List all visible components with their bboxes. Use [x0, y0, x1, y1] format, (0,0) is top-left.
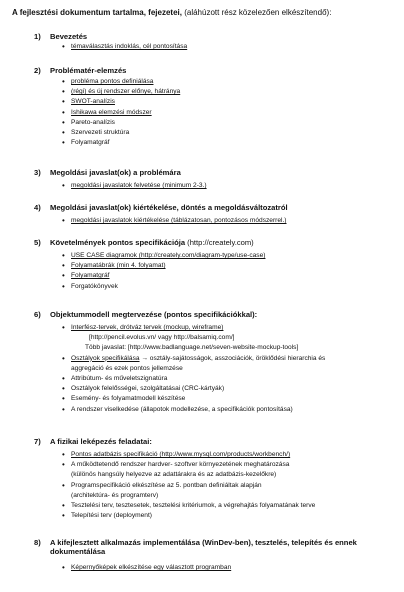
section-title: Követelmények pontos specifikációja [50, 238, 186, 247]
list-item: • Tesztelési terv, tesztesetek, tesztelési kritériumok, a végrehajtás folyamatának terve [62, 501, 315, 511]
section-8-heading [34, 538, 357, 557]
list-item-text: A működtetendő rendszer hardver- szoftver környezetének meghatározása [71, 461, 290, 469]
list-item: • megoldási javaslatok kiértékelése (táblázatosan, pontozásos módszerrel.) [62, 216, 287, 226]
section-7-heading [34, 437, 152, 446]
list-item: • USE CASE diagramok (http://creately.com/diagram-type/use-case) [62, 251, 265, 261]
list-item: • Forgatókönyvek [62, 282, 265, 292]
section-title: Problématér-elemzés [50, 66, 127, 75]
section-2-list [62, 77, 180, 148]
list-item: • Attribútum- és műveletszignatúra [62, 374, 325, 384]
document-heading: A fejlesztési dokumentum tartalma, fejezetei, (aláhúzott rész közelezően elkészítendő): [12, 8, 332, 17]
section-2-heading [34, 66, 126, 75]
heading-title: A fejlesztési dokumentum tartalma, fejezetei [12, 8, 180, 17]
section-5-list [62, 251, 265, 292]
section-1-heading [34, 32, 87, 41]
list-item-continuation: (különös hangsúly helyezve az adattárakra és az adatbázis-kezelőkre) [71, 471, 277, 479]
list-item-continuation: (architektúra- és programterv) [71, 491, 159, 499]
list-item: • Ishikawa elemzési módszer [62, 108, 180, 118]
section-title: Objektummodell megtervezése (pontos specifikációkkal): [50, 310, 258, 319]
section-title: Bevezetés [50, 32, 88, 41]
section-3-list [62, 181, 207, 191]
section-6-list [62, 323, 325, 415]
list-item: • megoldási javaslatok felvetése (minimum 2-3.) [62, 181, 207, 191]
section-title: A kifejlesztett alkalmazás implementálása (WinDev-ben), tesztelés, telepítés és ennek [50, 538, 357, 547]
list-item: • Telepítési terv (deployment) [62, 511, 315, 521]
section-1-list [62, 42, 187, 52]
section-title-continuation: dokumentálása [50, 547, 106, 556]
list-item-extra: Több javaslat: [http://www.badlanguage.net/seven-website-mockup-tools] [85, 344, 299, 352]
list-item: • Pontos adatbázis specifikáció (http://www.mysql.com/products/workbench/) [62, 450, 315, 460]
section-number: 6) [34, 310, 41, 319]
list-item [62, 481, 315, 501]
section-4-list [62, 216, 287, 226]
section-number: 1) [34, 32, 41, 41]
section-title: Megoldási javaslat(ok) a problémára [50, 168, 181, 177]
section-6-heading [34, 310, 257, 319]
list-item: • Pareto-analízis [62, 118, 180, 128]
section-8-list [62, 563, 231, 573]
list-item-underlined-part: Osztályok specifikálása [71, 354, 140, 362]
section-number: 3) [34, 168, 41, 177]
section-4-heading [34, 203, 288, 212]
section-5-heading [34, 238, 254, 247]
list-item [62, 460, 315, 480]
section-title: Megoldási javaslat(ok) kiértékelése, döntés a megoldásváltozatról [50, 203, 288, 212]
list-item-text: Interfész-tervek, drótváz tervek (mockup, wireframe) [71, 324, 224, 331]
list-item: • Osztályok felelősségei, szolgáltatásai (CRC-kártyák) [62, 384, 325, 394]
list-item-continuation: aggregáció és ezek pontos jellemzése [71, 364, 183, 372]
list-item: • A rendszer viselkedése (állapotok modellezése, a specifikációk pontosítása) [62, 405, 325, 415]
list-item: • Képernyőképek elkészítése egy választott programban [62, 563, 231, 573]
list-item [62, 354, 325, 374]
list-item [62, 323, 325, 354]
section-7-list [62, 450, 315, 521]
list-item-text: Osztályok specifikálása → osztály-sajátosságok, asszociációk, öröklődési hierarchia és [71, 354, 326, 362]
section-number: 5) [34, 238, 41, 247]
list-item-text: Programspecifikáció elkészítése az 5. pontban definiáltak alapján [71, 481, 262, 489]
list-item: • Esemény- és folyamatmodell készítése [62, 394, 325, 404]
section-subtitle: (http://creately.com) [185, 238, 254, 247]
list-item-extra: [http://pencil.evolus.vn/ vagy http://balsamiq.com/] [89, 334, 235, 342]
list-item: • (régi) és új rendszer előnye, hátránya [62, 87, 180, 97]
list-item: • Folyamatgráf [62, 271, 265, 281]
section-number: 4) [34, 203, 41, 212]
section-number: 8) [34, 538, 41, 547]
section-title: A fizikai leképezés feladatai: [50, 437, 152, 446]
section-number: 2) [34, 66, 41, 75]
list-item: • Folyamatgráf [62, 138, 180, 148]
list-item: • Szervezeti struktúra [62, 128, 180, 138]
list-item: • Folyamatábrák (min 4. folyamat) [62, 261, 265, 271]
list-item: • SWOT-analízis [62, 97, 180, 107]
section-3-heading [34, 168, 181, 177]
list-item: • probléma pontos definiálása [62, 77, 180, 87]
list-item: • témaválasztás indoklás, cél pontosítása [62, 42, 187, 52]
heading-note: (aláhúzott rész közelezően elkészítendő): [184, 8, 332, 17]
section-number: 7) [34, 437, 41, 446]
